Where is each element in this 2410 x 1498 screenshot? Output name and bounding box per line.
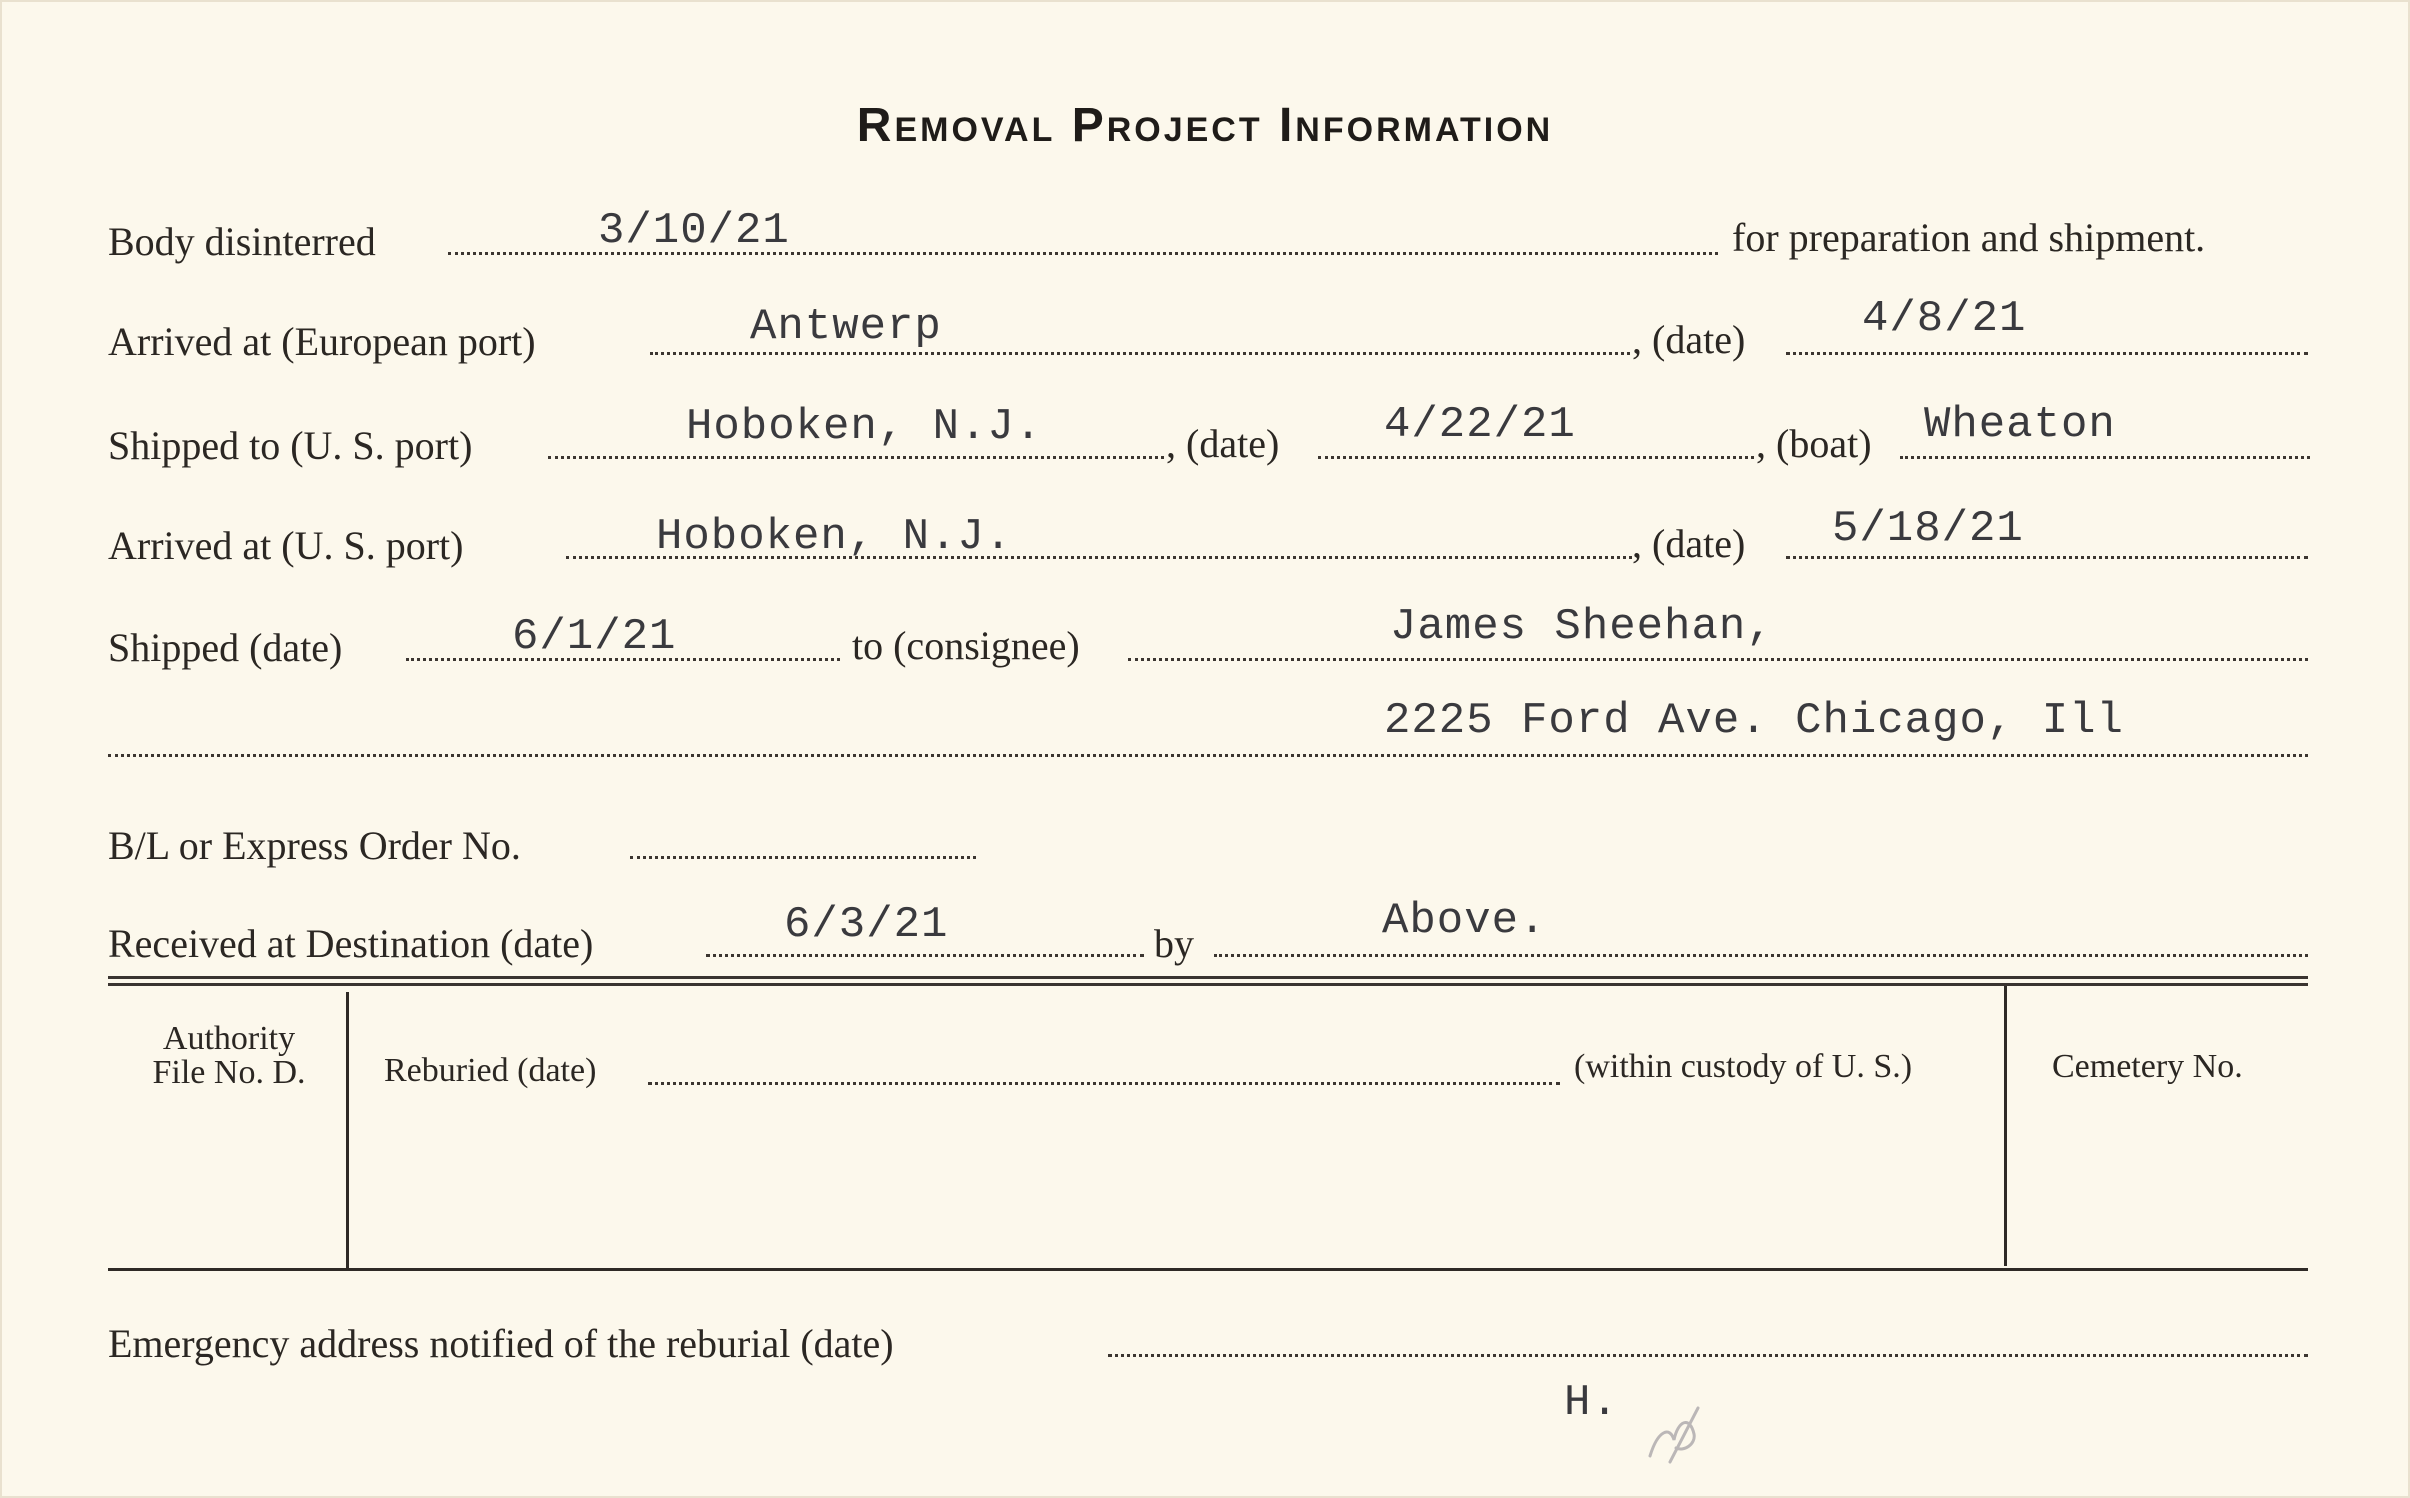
shipped-us-date-value: 4/22/21: [1384, 400, 1576, 450]
custody-label: (within custody of U. S.): [1574, 1048, 1913, 1085]
table-top-rule: [108, 976, 2308, 986]
card-title: Removal Project Information: [856, 99, 1554, 152]
footer-typed-mark: H.: [1564, 1378, 1619, 1428]
received-by-label: by: [1154, 921, 1194, 966]
boat-label: , (boat): [1756, 421, 1872, 466]
emergency-address-label: Emergency address notified of the reburial (date): [108, 1321, 894, 1366]
received-destination-line: [706, 954, 1144, 957]
received-by-line: [1214, 954, 2308, 957]
shipped-us-port-line: [548, 456, 1164, 459]
arrived-us-date-line: [1786, 556, 2308, 559]
received-destination-label: Received at Destination (date): [108, 921, 594, 966]
body-disinterred-label: Body disinterred: [108, 219, 376, 264]
address-line: [108, 754, 2308, 757]
consignee-label: to (consignee): [852, 623, 1080, 668]
preparation-shipment-label: for preparation and shipment.: [1732, 215, 2206, 260]
bl-express-order-label: B/L or Express Order No.: [108, 823, 521, 868]
emergency-address-line: [1108, 1354, 2308, 1357]
arrived-european-port-value: Antwerp: [750, 302, 942, 352]
arrived-us-date-value: 5/18/21: [1832, 504, 2024, 554]
cemetery-number-label: Cemetery No.: [2052, 1048, 2243, 1085]
received-by-value: Above.: [1382, 896, 1547, 946]
arrived-us-date-label: , (date): [1632, 521, 1746, 566]
arrived-european-date-label: , (date): [1632, 317, 1746, 362]
arrived-us-port-value: Hoboken, N.J.: [656, 512, 1013, 562]
arrived-european-port-line: [650, 352, 1630, 355]
authority-file-label: Authority File No. D.: [152, 1020, 306, 1091]
shipped-us-date-line: [1318, 456, 1754, 459]
shipped-us-date-label: , (date): [1166, 421, 1280, 466]
table-bottom-rule: [108, 1268, 2308, 1271]
bl-express-order-line: [630, 856, 976, 859]
pencil-scribble-icon: [1640, 1400, 1710, 1470]
consignee-value: James Sheehan,: [1390, 602, 1774, 652]
boat-line: [1900, 456, 2310, 459]
table-divider-left: [346, 992, 349, 1268]
reburied-date-line: [648, 1082, 1560, 1085]
shipped-us-port-value: Hoboken, N.J.: [686, 402, 1043, 452]
arrived-european-date-line: [1786, 352, 2308, 355]
consignee-address-value: 2225 Ford Ave. Chicago, Ill: [1384, 696, 2124, 746]
shipped-date-value: 6/1/21: [512, 612, 677, 662]
shipped-date-label: Shipped (date): [108, 625, 343, 670]
boat-value: Wheaton: [1924, 400, 2116, 450]
arrived-us-port-label: Arrived at (U. S. port): [108, 523, 464, 568]
shipped-us-port-label: Shipped to (U. S. port): [108, 423, 473, 468]
arrived-european-port-label: Arrived at (European port): [108, 319, 536, 364]
consignee-line: [1128, 658, 2308, 661]
reburied-date-label: Reburied (date): [384, 1052, 597, 1089]
body-disinterred-value: 3/10/21: [598, 206, 790, 256]
table-divider-right: [2004, 986, 2007, 1266]
arrived-european-date-value: 4/8/21: [1862, 294, 2027, 344]
received-destination-value: 6/3/21: [784, 900, 949, 950]
